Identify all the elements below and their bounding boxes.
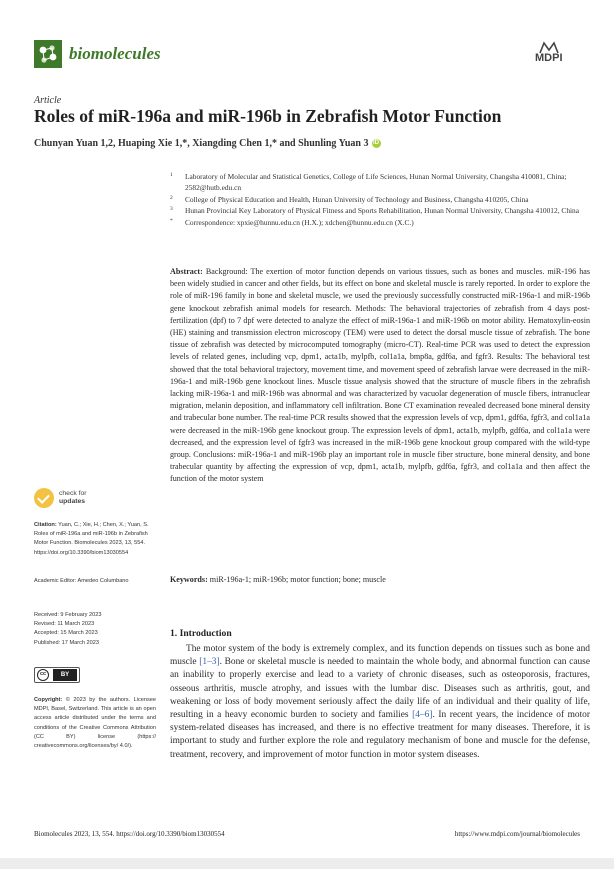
affiliation-item <box>170 171 590 194</box>
citation-label: Citation: <box>34 522 57 528</box>
received-date: Received: 9 February 2023 <box>34 612 102 618</box>
abstract-label: Abstract: <box>170 267 203 276</box>
citation-link[interactable]: [4–6] <box>412 710 433 721</box>
biomolecules-logo-icon <box>34 40 62 68</box>
citation-block <box>34 521 156 558</box>
abstract-text: Background: The exertion of motor function depends on various tissues, such as bones and muscles. miR-196 has been widely studied in cancer and other fields, but its effect on bone and skeletal muscle is rarely reported. In order to explore the role of miR-196 family in bone and skeletal muscle, we used the previously successfully constructed miR-196a-1 and miR-196b gene knockout zebrafish animal models for research. Methods: The behavioral trajectories of zebrafish from 4 days post-fertilization (dpf) to 7 dpf were detected to analyze the effect of miR-196a-1 and miR-196b on motor ability. Hematoxylin-eosin (HE) staining and transmission electron microscopy (TEM) were used to detect the dorsal muscle tissue of zebrafish. The bone tissue of zebrafish was detected by microcomputed tomography (micro-CT). Real-time PCR was used to detect the expression levels of related genes, including vcp, dpm1, acta1b, mylpfb, col1a1a, bmp8a, gdf6a, and fgfr3. Results: The behavioral test showed that the total behavioral trajectory, movement time, and movement speed of zebrafish larvae were decreased in the miR-196a-1 and miR-196b gene knockout lines. Muscle tissue analysis showed that the structure of muscle fibers in the zebrafish lacking miR-196a-1 and miR-196b was abnormal and was characterized by vacuolar degeneration of muscle fibers, intranuclear migration, melanin deposition, and inflammatory cell infiltration. Bone CT examination revealed decreased bone mineral density and trabecular bone number. The real-time PCR results showed that the expression levels of vcp, dpm1, gdf6a, fgfr3, and col1a1a were decreased in the miR-196b gene knockout group. The expression levels of dpm1, acta1b, mylpfb, gdf6a, and col1a1a were decreased, and the expression level of fgfr3 was increased in the miR-196b gene knockout group compared with the wild-type group. Conclusions: miR-196a-1 and miR-196b play an important role in muscle fiber structure, bone mineral density, and bone trabecular quantity by affecting the expression of vcp, dpm1, acta1b, mylpfb, gdf6a, fgfr3, and col1a1a and then affect the function of the motor system <box>170 267 590 484</box>
affiliation-mark: 2 <box>170 194 173 201</box>
intro-text-2: . Bone or skeletal muscle is needed to maintain the whole body, and abnormal function can cause an inability to properly exercise and lead to a variety of chronic diseases, such as osteoporosis, fractures, osseous arthritis, muscle atrophy, and issues with the lumbar disc. Diseases such as arthritis, gout, and weakening or loss of body movement seriously affect the daily life of an individual and their quality of life, resulting in a heavy economic burden to society and families <box>170 657 590 721</box>
keywords <box>170 575 590 584</box>
check-line-1: check for <box>59 490 87 497</box>
cc-icon: cc <box>37 669 49 681</box>
keywords-text: miR-196a-1; miR-196b; motor function; bone; muscle <box>209 575 386 584</box>
affiliation-text: Hunan Provincial Key Laboratory of Physical Fitness and Sports Rehabilitation, Hunan Normal University, Changsha 410012, China <box>185 206 580 216</box>
correspondence-item <box>170 217 590 228</box>
intro-text-1: The motor system of the body is extremely complex, and its function depends on tissues such as bone and muscle <box>170 644 590 668</box>
academic-editor <box>34 577 156 586</box>
copyright-block <box>34 696 156 751</box>
publisher-logo[interactable] <box>535 40 563 64</box>
publication-dates <box>34 611 156 648</box>
editor-label: Academic Editor: <box>34 578 77 584</box>
orcid-icon[interactable]: iD <box>373 140 379 146</box>
copyright-label: Copyright: <box>34 697 63 703</box>
keywords-label: Keywords: <box>170 575 208 584</box>
cc-by-license-icon[interactable] <box>34 667 80 683</box>
journal-logo[interactable] <box>34 40 161 68</box>
accepted-date: Accepted: 15 March 2023 <box>34 630 98 637</box>
correspondence-text: Correspondence: xpxie@hunnu.edu.cn (H.X.); xdchen@hunnu.edu.cn (X.C.) <box>185 217 414 227</box>
article-title: Roles of miR-196a and miR-196b in Zebrafish Motor Function <box>34 106 502 126</box>
publisher-name: MDPI <box>535 52 563 64</box>
affiliation-text: Laboratory of Molecular and Statistical Genetics, College of Life Sciences, Hunan Normal University, Changsha 410081, China; 2582@hutb.edu.cn <box>185 172 567 193</box>
affiliation-mark: 3 <box>170 206 173 213</box>
affiliation-text: College of Physical Education and Health, Hunan University of Technology and Business, Changsha 410205, China <box>185 194 529 204</box>
affiliation-mark: * <box>170 217 173 224</box>
affiliation-mark: 1 <box>170 172 173 178</box>
check-for-updates-label <box>59 490 87 506</box>
section-heading: 1. Introduction <box>170 628 232 639</box>
abstract <box>170 266 590 486</box>
affiliations <box>170 171 590 228</box>
affiliation-item <box>170 205 590 216</box>
intro-text-3: . In recent years, the incidence of motor system-related diseases has increased, and there is no effective treatment for many diseases. Therefore, it is important to study and further explore the role and regulatory mechanism of bone and muscle for the defense, treatment, recovery, and improvement of motor function in motor system diseases. <box>170 710 590 760</box>
citation-text: Yuan, C.; Xie, H.; Chen, X.; Yuan, S. Roles of miR-196a and miR-196b in Zebrafish Motor Function. Biomolecules 2023, 13, 554. https://doi.org/10.3390/biom13030554 <box>34 522 149 556</box>
by-icon: BY <box>53 669 77 681</box>
footer-citation: Biomolecules 2023, 13, 554. https://doi.org/10.3390/biom13030554 <box>34 830 225 838</box>
check-for-updates-button[interactable] <box>34 488 87 508</box>
introduction-paragraph <box>170 643 590 762</box>
revised-date: Revised: 11 March 2023 <box>34 621 95 628</box>
check-badge-icon <box>34 488 54 508</box>
article-type: Article <box>34 95 62 106</box>
affiliation-item <box>170 194 590 205</box>
copyright-text: © 2023 by the authors. Licensee MDPI, Basel, Switzerland. This article is an open access article distributed under the terms and conditions of the Creative Commons Attribution (CC BY) license (https:// creativecommons.org/licenses/by/ 4.0/). <box>34 697 156 750</box>
journal-name: biomolecules <box>69 44 161 63</box>
author-list <box>34 138 381 149</box>
check-line-2: updates <box>59 498 86 505</box>
author-names: Chunyan Yuan 1,2, Huaping Xie 1,*, Xiangding Chen 1,* and Shunling Yuan 3 <box>34 138 369 149</box>
editor-name: Amedeo Columbano <box>77 578 129 584</box>
bottom-band <box>0 858 614 869</box>
citation-link[interactable]: [1–3] <box>199 657 220 668</box>
published-date: Published: 17 March 2023 <box>34 639 99 646</box>
footer-journal-link[interactable]: https://www.mdpi.com/journal/biomolecules <box>454 830 580 838</box>
